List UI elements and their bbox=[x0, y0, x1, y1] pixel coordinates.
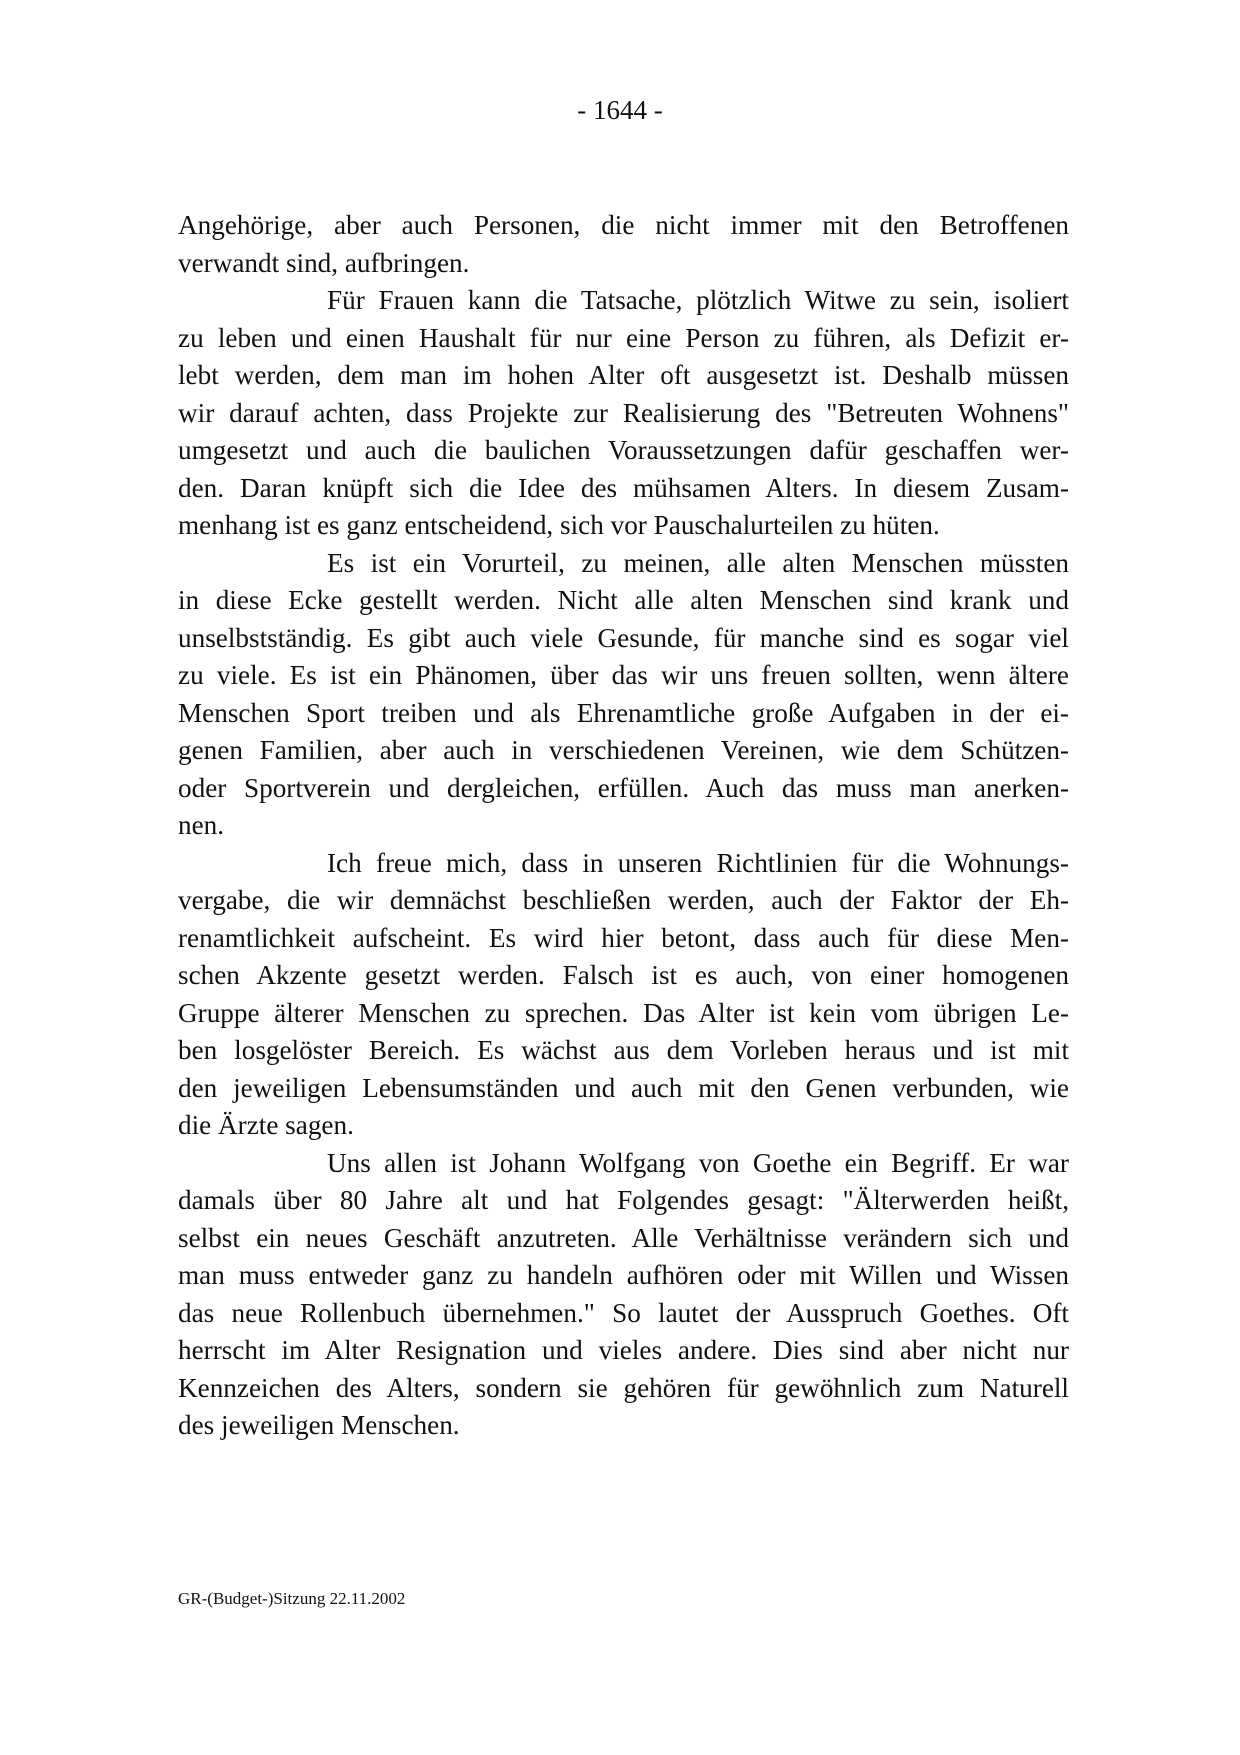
text-line: wir darauf achten, dass Projekte zur Realisierung des "Betreuten Wohnens" bbox=[178, 397, 1069, 428]
text-line: schen Akzente gesetzt werden. Falsch ist es auch, von einer homogenen bbox=[178, 960, 1069, 990]
text-line: in diese Ecke gestellt werden. Nicht alle alten Menschen sind krank und bbox=[178, 585, 1069, 615]
body-text bbox=[178, 207, 1069, 1445]
text-line: zu viele. Es ist ein Phänomen, über das wir uns freuen sollten, wenn ältere bbox=[178, 660, 1069, 690]
text-line: ben losgelöster Bereich. Es wächst aus dem Vorleben heraus und ist mit bbox=[178, 1035, 1069, 1065]
text-line: des jeweiligen Menschen. bbox=[178, 1410, 460, 1440]
text-line: Gruppe älterer Menschen zu sprechen. Das Alter ist kein vom übrigen Le- bbox=[178, 997, 1069, 1028]
text-line: den. Daran knüpft sich die Idee des mühsamen Alters. In diesem Zusam- bbox=[178, 472, 1069, 503]
text-line: genen Familien, aber auch in verschiedenen Vereinen, wie dem Schützen- bbox=[178, 735, 1069, 765]
text-line: unselbstständig. Es gibt auch viele Gesunde, für manche sind es sogar viel bbox=[178, 622, 1069, 653]
text-line: das neue Rollenbuch übernehmen." So lautet der Ausspruch Goethes. Oft bbox=[178, 1297, 1069, 1328]
text-line: Kennzeichen des Alters, sondern sie gehören für gewöhnlich zum Naturell bbox=[178, 1372, 1069, 1403]
paragraph-1 bbox=[178, 207, 1069, 282]
text-line: damals über 80 Jahre alt und hat Folgendes gesagt: "Älterwerden heißt, bbox=[178, 1185, 1069, 1215]
paragraph-4 bbox=[178, 845, 1069, 1145]
text-line: renamtlichkeit aufscheint. Es wird hier betont, dass auch für diese Men- bbox=[178, 922, 1069, 953]
text-line: Angehörige, aber auch Personen, die nicht immer mit den Betroffenen bbox=[178, 210, 1069, 240]
paragraph-5 bbox=[178, 1145, 1069, 1445]
text-line: den jeweiligen Lebensumständen und auch mit den Genen verbunden, wie bbox=[178, 1072, 1069, 1103]
text-line: die Ärzte sagen. bbox=[178, 1110, 354, 1140]
text-line: Für Frauen kann die Tatsache, plötzlich Witwe zu sein, isoliert bbox=[327, 285, 1069, 315]
text-line: vergabe, die wir demnächst beschließen werden, auch der Faktor der Eh- bbox=[178, 885, 1069, 915]
text-line: Uns allen ist Johann Wolfgang von Goethe ein Begriff. Er war bbox=[327, 1147, 1069, 1178]
text-line: selbst ein neues Geschäft anzutreten. Alle Verhältnisse verändern sich und bbox=[178, 1222, 1069, 1253]
text-line: nen. bbox=[178, 810, 225, 840]
text-line: herrscht im Alter Resignation und vieles andere. Dies sind aber nicht nur bbox=[178, 1335, 1069, 1365]
text-line: Menschen Sport treiben und als Ehrenamtliche große Aufgaben in der ei- bbox=[178, 697, 1069, 728]
text-line: menhang ist es ganz entscheidend, sich vor Pauschalurteilen zu hüten. bbox=[178, 510, 940, 540]
text-line: zu leben und einen Haushalt für nur eine Person zu führen, als Defizit er- bbox=[178, 322, 1069, 353]
text-line: oder Sportverein und dergleichen, erfüllen. Auch das muss man anerken- bbox=[178, 772, 1069, 803]
text-line: lebt werden, dem man im hohen Alter oft ausgesetzt ist. Deshalb müssen bbox=[178, 360, 1069, 390]
text-line: Ich freue mich, dass in unseren Richtlinien für die Wohnungs- bbox=[327, 847, 1069, 878]
footer-session-info: GR-(Budget-)Sitzung 22.11.2002 bbox=[178, 1589, 406, 1608]
text-line: man muss entweder ganz zu handeln aufhören oder mit Willen und Wissen bbox=[178, 1260, 1069, 1290]
paragraph-3 bbox=[178, 545, 1069, 845]
text-line: Es ist ein Vorurteil, zu meinen, alle alten Menschen müssten bbox=[327, 547, 1069, 578]
text-line: umgesetzt und auch die baulichen Voraussetzungen dafür geschaffen wer- bbox=[178, 435, 1069, 465]
page-number: - 1644 - bbox=[577, 95, 663, 125]
text-line: verwandt sind, aufbringen. bbox=[178, 247, 470, 278]
paragraph-2 bbox=[178, 282, 1069, 545]
